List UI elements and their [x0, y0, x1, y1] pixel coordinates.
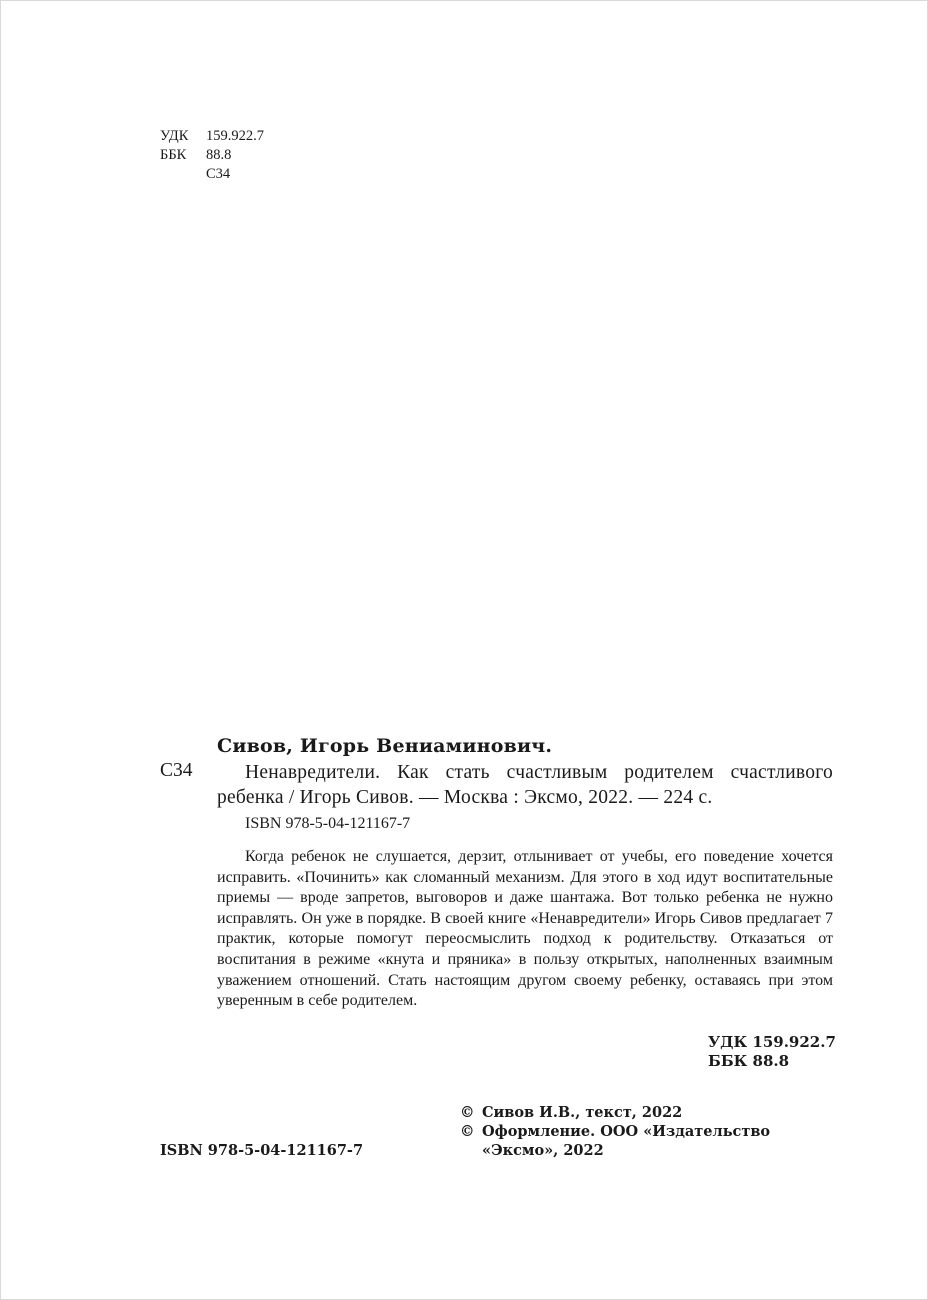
copyright-design: Оформление. ООО «Издательство «Эксмо», 2022: [482, 1123, 771, 1159]
spacer: [160, 165, 206, 184]
copyright-icon: ©: [460, 1123, 475, 1140]
classification-codes-top: [160, 127, 264, 184]
udk-value: 159.922.7: [206, 128, 264, 144]
title-line-2: ребенка / Игорь Сивов. — Москва : Эксмо, 2022. — 224 с.: [217, 787, 713, 808]
udk-right: УДК 159.922.7: [708, 1033, 836, 1051]
bbk-value: 88.8: [206, 147, 232, 163]
copyright-icon: ©: [460, 1104, 475, 1121]
isbn-record: ISBN 978-5-04-121167-7: [245, 815, 411, 832]
title-line-1: Ненавредители. Как стать счастливым родителем счастливого: [245, 762, 833, 783]
isbn-bottom: ISBN 978-5-04-121167-7: [160, 1142, 364, 1159]
bbk-label: ББК: [160, 147, 187, 163]
author-heading: Сивов, Игорь Вениаминович.: [217, 735, 553, 757]
bbk-right: ББК 88.8: [708, 1052, 790, 1070]
copyright-text: Сивов И.В., текст, 2022: [482, 1104, 683, 1121]
classification-codes-right: [708, 1033, 836, 1071]
udk-label: УДК: [160, 128, 189, 144]
annotation-paragraph: Когда ребенок не слушается, дерзит, отлынивает от учебы, его поведение хочется исправить. «Починить» как сломанный механизм. Для этого в ход идут воспитательные приемы — вроде запретов, выговоров и даже шантажа. Вот только ребенка не нужно исправлять. Он уже в порядке. В своей книге «Ненавредители» Игорь Сивов предлагает 7 практик, которые помогут переосмыслить подход к родительству. Отказаться от воспитания в режиме «кнута и пряника» в пользу открытых, наполненных взаимным уважением отношений. Стать настоящим другом своему ребенку, оставаясь при этом уверенным в себе родителем.: [217, 848, 833, 1010]
copyright-design-item: [460, 1122, 840, 1160]
copyright-text-item: [460, 1103, 840, 1122]
author-mark-top: С34: [206, 166, 231, 182]
author-mark: С34: [160, 760, 193, 781]
copyright-block: [460, 1103, 840, 1160]
